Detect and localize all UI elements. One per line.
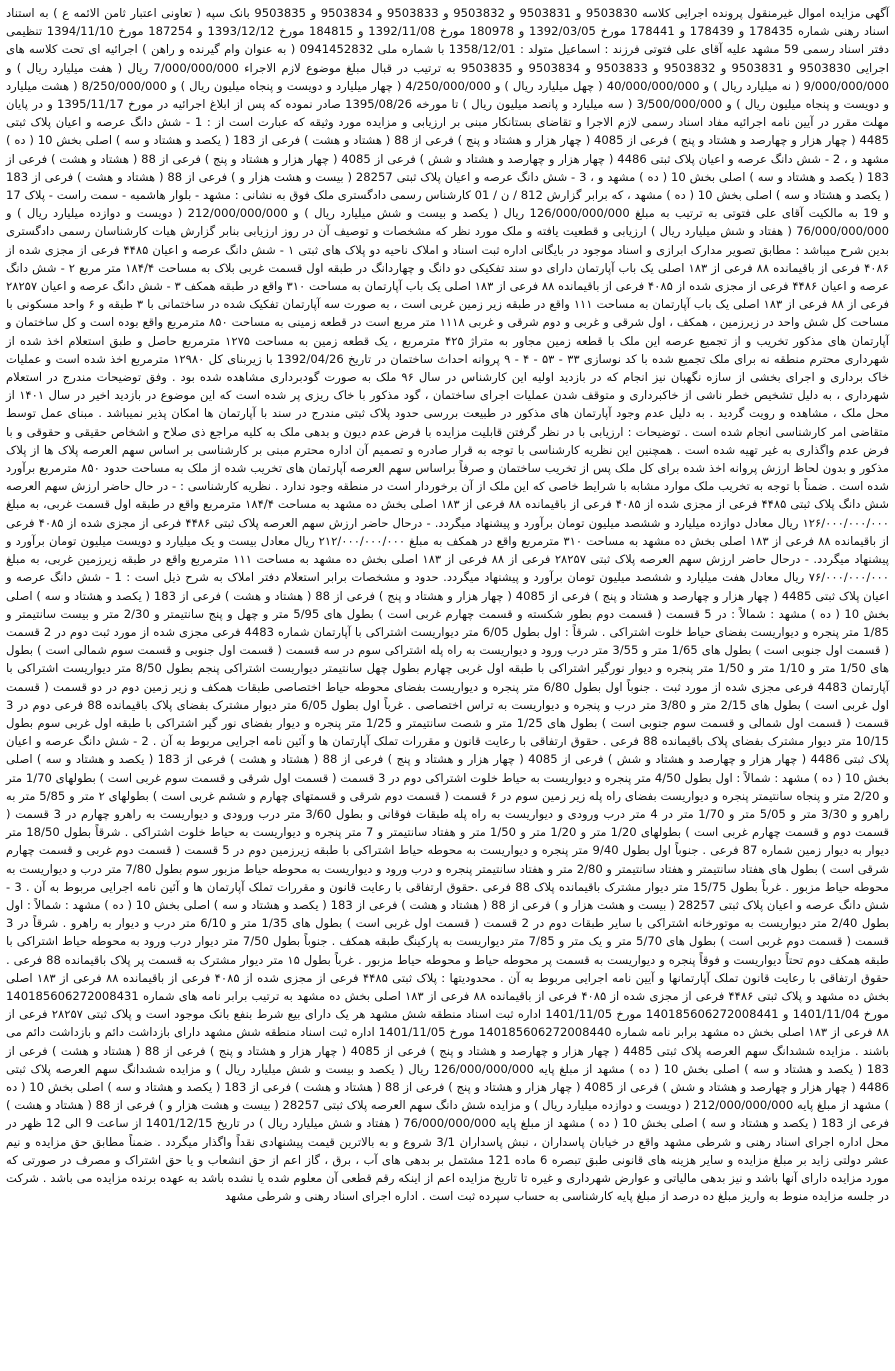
notice-body-text: آگهی مزایده اموال غیرمنقول پرونده اجرایی کلاسه 9503830 و 9503831 و 9503832 و 9503833 و 9503834 و 9503835 بانک سپه ( تعاونی اعتبار ثامن الائمه ع ) به استناد اسناد رهنی شماره 178435 و 178439 و 178441 مورخ 1392/03/05 و 180978 مورخ 1392/11/08 و 184815 مورخ 1393/12/12 و 187254 مورخ 1394/11/10 تنظیمی دفتر اسناد رسمی 59 مشهد علیه آقای علی فتوتی فرزند : اسماعیل متولد : 1358/12/01 با شماره ملی 0941452832 ( به عنوان وام گیرنده و راهن ) اجرائیه ای تحت کلاسه های اجرایی 9503830 و 9503831 و 9503832 و 9503833 و 9503834 و 9503835 به ترتیب در قبال مبلغ موضوع لازم الاجراء 7/000/000/000 ریال ( هفت میلیارد ریال ) و 9/000/000/000 ( نه میلیارد ریال ) و 40/000/000/000 ( چهل میلیارد ریال ) و 4/250/000/000 ( چهار میلیارد و دویست و پنجاه میلیون ریال ) و 8/250/000/000 ( هشت میلیارد و دویست و پنجاه میلیون ریال ) و 3/500/000/000 ( سه میلیارد و پانصد میلیون ریال ) تا مورخه 1395/08/26 صادر نموده که پس از ابلاغ اجرائیه در مورخ 1395/11/17 و در پایان مهلت مقرر در آیین نامه اجرائیه مفاد اسناد رسمی لازم الاجرا و تقاضای بستانکار مبنی بر ارزیابی و مزایده مورد وثیقه که عبارت است از : 1 - شش دانگ عرصه و اعیان پلاک ثبتی 4485 ( چهار هزار و چهارصد و هشتاد و پنج ) فرعی از 4085 ( چهار هزار و هشتاد و پنج ) فرعی از 88 ( هشتاد و هشت ) فرعی از 183 ( یکصد و هشتاد و سه ) اصلی بخش 10 ( ده ) مشهد و ، 2 - شش دانگ عرصه و اعیان پلاک ثبتی 4486 ( چهار هزار و چهارصد و هشتاد و شش ) فرعی از 4085 ( چهار هزار و هشتاد و پنج ) فرعی از 88 ( هشتاد و هشت ) فرعی از 183 ( یکصد و هشتاد و سه ) اصلی بخش 10 ( ده ) مشهد و ، 3 - شش دانگ عرصه و اعیان پلاک ثبتی 28257 ( بیست و هشت هزار و ) فرعی از 88 ( هشتاد و هشت ) فرعی از 183 ( یکصد و هشتاد و سه ) اصلی بخش 10 ( ده ) مشهد ، که برابر گزارش 812 / ن / 01 کارشناس رسمی دادگستری ملک فوق به نشانی : مشهد - بلوار هاشمیه - سمت راست - پلاک 17 و 19 به مالکیت آقای علی فتوتی به ترتیب به مبلغ 126/000/000/000 ریال ( یکصد و بیست و شش میلیارد ریال ) و 212/000/000/000 ( دویست و دوازده میلیارد ریال ) و 76/000/000/000 ( هفتاد و شش میلیارد ریال ) ارزیابی و قطعیت یافته و ملک مورد نظر که مشخصات و توصیف آن در روز ارزیابی بنابر گزارش هیات کارشناسان رسمی دادگستری بدین شرح میباشد : مطابق تصویر مدارک ابرازی و اسناد موجود در بایگانی اداره ثبت اسناد و املاک ناحیه دو پلاک های ثبتی ۱ - شش دانگ عرصه و اعیان ۴۴۸۵ فرعی از مجزی شده از ۴۰۸۶ فرعی از باقیمانده ۸۸ فرعی از ۱۸۳ اصلی یک باب آپارتمان دارای دو سند تفکیکی دو دانگ و چهاردانگ در طبقه اول قسمت غربی بلاک به مساحت ۱۸۴/۴ متر مربع ۲ - شش دانگ عرصه و اعیان ۴۴۸۶ فرعی از مجزی شده از ۴۰۸۵ فرعی از باقیمانده ۸۸ فرعی از ۱۸۳ اصلی یک باب آپارتمان به مساحت ۳۱۰ واقع در طبقه همکف ۳ - شش دانگ عرصه و اعیان ۲۸۲۵۷ فرعی از ۸۸ فرعی از ۱۸۳ اصلی یک باب آپارتمان به مساحت ۱۱۱ واقع در طبقه زیر زمین غربی است ، به صورت سه آپارتمان تفکیک شده در ساختمانی با ۳ طبقه و ۶ واحد مسکونی با مساحت کل شش واحد در زیرزمین ، همکف ، اول شرقی و غربی و دوم شرقی و غربی ۱۱۱۸ متر مربع است در قطعه زمینی به مساحت ۸۵۰ مترمربع واقع بوده است و کل ساختمان و آپارتمان های مذکور تخریب و از تجمیع عرصه این ملک با قطعه زمین مجاور به متراژ ۴۲۵ مترمربع ، یک قطعه زمین به مساحت ۱۲۷۵ مترمربع حاصل و طبق استعلام اخذ شده از شهرداری محترم منطقه نه برای ملک تجمیع شده با کد نوسازی ۳۳ - ۵۳ - ۴ - ۹ پروانه احداث ساختمان در تاریخ 1392/04/26 با زیربنای کل ۱۲۹۸۰ مترمربع اخذ شده است و عملیات خاک برداری و اجرای بخشی از سازه نگهبان نیز انجام که در بازدید اولیه این کارشناس در سال ۹۶ ملک به صورت گودبرداری مشاهده شده بود . وفق توضیحات مندرج در استعلام شهرداری ، به دلیل تشخیص خطر ناشی از خاکبرداری و متوقف شدن عملیات اجرای ساختمان ، گود مذکور با خاک ریزی پر شده است که این موضوع در بازدید اخیر در سال ۱۴۰۱ از محل ملک ، مشاهده و رویت گردید . به دلیل عدم وجود آپارتمان های مذکور در طبیعت بررسی حدود پلاک ثبتی مندرج در سند با آپارتمان ها امکان پذیر نمیباشد . مبنای عمل توسط متقاضی امر کارشناسی انجام شده است . توضیحات : ارزیابی با در نظر گرفتن قابلیت مزایده با فرض عدم دیون و بدهی ملک به کلیه مراجع ذی صلاح و اشخاص حقیقی و حقوقی و با فرض عدم واگذاری به غیر تهیه شده است . همچنین این نظریه کارشناسی با توجه به قرار صادره و تصمیم آن اداره محترم مبنی بر کارشناسی بر اساس سهم العرصه پلاک ها از پلاک مذکور و بدون لحاظ ارزش پروانه اخذ شده برای کل ملک پس از تخریب ساختمان و صرفاً براساس سهم العرصه آپارتمان های تخریب شده از ملک به مساحت حدود ۸۵۰ مترمربع برآورد شده است . ضمناً با توجه به تخریب ملک موارد مشابه با شرایط خاصی که این ملک از آن برخوردار است در منطقه وجود ندارد . نظریه کارشناسی : - در حال حاضر ارزش سهم العرصه شش دانگ پلاک ثبتی ۴۴۸۵ فرعی از مجزی شده از ۴۰۸۵ فرعی از باقیمانده ۸۸ فرعی از ۱۸۳ اصلی بخش ده مشهد به مساحت ۱۸۴/۴ مترمربع واقع در طبقه اول قسمت غربی، به مبلغ ۱۲۶/۰۰۰/۰۰۰/۰۰۰ ریال معادل دوازده میلیارد و ششصد میلیون تومان برآورد و پیشنهاد میگردد. - درحال حاضر ارزش سهم العرصه پلاک ثبتی ۴۴۸۶ فرعی از مجزی شده از ۴۰۸۵ فرعی از باقیمانده ۸۸ فرعی از ۱۸۳ اصلی بخش ده مشهد به مساحت ۳۱۰ مترمربع واقع در همکف به مبلغ ۲۱۲/۰۰۰/۰۰۰/۰۰۰ ریال معادل بیست و یک میلیارد و دویست میلیون تومان برآورد و پیشنهاد میگردد. - درحال حاضر ارزش سهم العرصه پلاک ثبتی ۲۸۲۵۷ فرعی از ۸۸ فرعی از ۱۸۳ اصلی بخش ده مشهد به مساحت ۱۱۱ مترمربع واقع در طبقه زیرزمین غربی، به مبلغ ۷۶/۰۰۰/۰۰۰/۰۰۰ ریال معادل هفت میلیارد و ششصد میلیون تومان برآورد و پیشنهاد میگردد. حدود و مشخصات برابر استعلام دفتر املاک به شرح ذیل است : 1 - شش دانگ عرصه و اعیان پلاک ثبتی 4485 ( چهار هزار و چهارصد و هشتاد و پنج ) فرعی از 4085 ( چهار هزار و هشتاد و پنج ) فرعی از 88 ( هشتاد و هشت ) فرعی از 183 ( یکصد و هشتاد و سه ) اصلی بخش 10 ( ده ) مشهد : شمالاً : در 5 قسمت ( قسمت دوم بطور شکسته و قسمت چهارم غربی است ) بطول های 5/95 متر و چهل و پنج سانتیمتر و 2/30 متر و بیست سانتیمتر و 1/85 متر پنجره و دیواریست بفضای حیاط خلوت اشتراکی . شرقاً : اول بطول 6/05 متر دیواریست اشتراکی با آپارتمان شماره 4483 فرعی مجزی شده از مورد ثبت دوم در 2 قسمت ( قسمت اول جنوبی است ) بطول های 1/65 متر و 3/55 متر درب ورود و دیواریست به راه پله اشتراکی سوم در سه قسمت ( قسمت اول جنوبی و قسمت سوم شمالی است ) بطول های 1/50 متر و 1/10 متر و 1/50 متر پنجره و دیوار نورگیر اشتراکی با طبقه اول غربی چهارم بطول چهل سانتیمتر دیواریست اشتراکی پنجم بطول 8/50 متر دیواریست اشتراکی با آپارتمان 4483 فرعی مجزی شده از مورد ثبت . جنوباً اول بطول 6/80 متر پنجره و دیواریست بفضای محوطه حیاط اختصاصی طبقات همکف و زیر زمین دوم در دو قسمت ( قسمت اول غربی است ) بطول های 2/15 متر و 3/80 متر درب و پنجره و دیواریست به تراس اختصاصی . غرباً اول بطول 6/05 متر دیوار مشترک بفضای پلاک باقیمانده 88 فرعی دوم در 3 قسمت ( قسمت اول شمالی و قسمت سوم جنوبی است ) بطول های 1/25 متر و شصت سانتیمتر و 1/25 متر پنجره و دیوار بفضای نور گیر اشتراکی با طبقه اول غربی سوم بطول 10/15 متر دیوار مشترک بفضای پلاک باقیمانده 88 فرعی . حقوق ارتفاقی با رعایت قانون و مقررات تملک آپارتمان ها و آئین نامه اجرایی مربوط به آن . 2 - شش دانگ عرصه و اعیان پلاک ثبتی 4486 ( چهار هزار و چهارصد و هشتاد و شش ) فرعی از 4085 ( چهار هزار و هشتاد و پنج ) فرعی از 88 ( هشتاد و هشت ) فرعی از 183 ( یکصد و هشتاد و سه ) اصلی بخش 10 ( ده ) مشهد : شمالاً : اول بطول 4/50 متر پنجره و دیواریست به حیاط خلوت اشتراکی دوم در 3 قسمت ( قسمت اول شرقی و قسمت سوم غربی است ) بطولهای 1/70 متر و 2/20 متر و پنجاه سانتیمتر پنجره و دیواریست بفضای راه پله زیر زمین سوم در ۶ قسمت ( قسمت دوم شرقی و قسمتهای چهارم و ششم غربی است ) بطولهای ۲ متر و 5/85 متر به راهرو و 3/30 متر و 5/05 متر و 1/70 متر در 4 متر درب ورودی و دیواریست به راه پله طبقات فوقانی و بطول 3/60 متر درب ورودی و دیواریست به راهرو چهارم در 3 قسمت ( قسمت دوم و قسمت چهارم غربی است ) بطولهای 1/20 متر و 1/20 متر و 1/50 متر و هفتاد سانتیمتر و 7 متر پنجره و دیواریست به حیاط خلوت اشتراکی . شرقاً بطول 18/50 متر دیوار به دیوار زمین شماره 87 فرعی . جنوباً اول بطول 9/40 متر پنجره و دیواریست به محوطه حیاط اشتراکی با طبقه زیرزمین دوم در 5 قسمت ( قسمت دوم غربی و قسمت چهارم شرقی است ) بطول های هفتاد سانتیمتر و هفتاد سانتیمتر و 2/80 متر و هفتاد سانتیمتر پنجره و درب ورود و دیواریست به محوطه حیاط مزبور سوم بطول 7/80 متر درب و دیواریست به محوطه حیاط مزبور . غرباً بطول 15/75 متر دیوار مشترک باقیمانده پلاک 88 فرعی .حقوق ارتفاقی با رعایت قانون و مقررات تملک آپارتمان ها و آئین نامه اجرایی مربوط به آن . 3 - شش دانگ عرصه و اعیان پلاک ثبتی 28257 ( بیست و هشت هزار و ) فرعی از 88 ( هشتاد و هشت ) فرعی از 183 ( یکصد و هشتاد و سه ) اصلی بخش 10 ( ده ) مشهد : شمالاً : اول بطول 2/40 متر دیواریست به موتورخانه اشتراکی با سایر طبقات دوم در 2 قسمت ( قسمت اول غربی است ) بطول های 1/35 متر و 6/10 متر درب و دیوار به راهرو . شرقاً در 3 قسمت ( قسمت دوم غربی است ) بطول های 5/70 متر و یک متر و 7/85 متر دیواریست به پارکینگ طبقه همکف . جنوباً بطول 7/50 متر دیوار درب ورود به محوطه حیاط اشتراکی با طبقه همکف دوم تحتاً دیواریست و فوقاً پنجره و دیواریست به قسمت پر محوطه حیاط و محوطه حیاط مزبور . غرباً بطول ۱۵ متر دیوار مشترک به قسمت پر پلاک باقیمانده 88 فرعی . حقوق ارتفاقی با رعایت قانون تملک آپارتمانها و آیین نامه اجرایی مربوط به آن . محدودیتها : پلاک ثبتی ۴۴۸۵ فرعی از مجزی شده از ۴۰۸۵ فرعی از باقیمانده ۸۸ فرعی از ۱۸۳ اصلی بخش ده مشهد و پلاک ثبتی ۴۴۸۶ فرعی از مجزی شده از ۴۰۸۵ فرعی از باقیمانده ۸۸ فرعی از ۱۸۳ اصلی بخش ده مشهد به ترتیب برابر نامه های شماره 140185606272008431 مورخ 1401/11/04 و 140185606272008441 مورخ 1401/11/05 اداره ثبت اسناد منطقه شش مشهد هر یک دارای بیع شرط بنفع بانک موجود است و پلاک ثبتی ۲۸۲۵۷ فرعی از ۸۸ فرعی از ۱۸۳ اصلی بخش ده مشهد برابر نامه شماره 140185606272008440 مورخ 1401/11/05 اداره ثبت اسناد منطقه شش مشهد دارای بازداشت دائم و بازداشت دائم می باشند . مزایده ششدانگ سهم العرصه پلاک ثبتی 4485 ( چهار هزار و چهارصد و هشتاد و پنج ) فرعی از 4085 ( چهار هزار و هشتاد و پنج ) فرعی از 88 ( هشتاد و هشت ) فرعی از 183 ( یکصد و هشتاد و سه ) اصلی بخش 10 ( ده ) مشهد از مبلغ پایه 126/000/000/000 ریال ( یکصد و بیست و شش میلیارد ریال ) و مزایده ششدانگ سهم العرصه پلاک ثبتی 4486 ( چهار هزار و چهارصد و هشتاد و شش ) فرعی از 4085 ( چهار هزار و هشتاد و پنج ) فرعی از 88 ( هشتاد و هشت ) فرعی از 183 ( یکصد و هشتاد و سه ) اصلی بخش 10 ( ده ) مشهد از مبلغ پایه 212/000/000/000 ( دویست و دوازده میلیارد ریال ) و مزایده شش دانگ سهم العرصه پلاک ثبتی 28257 ( بیست و هشت هزار و ) فرعی از 88 ( هشتاد و هشت ) فرعی از 183 ( یکصد و هشتاد و سه ) اصلی بخش 10 ( ده ) مشهد از مبلغ پایه 76/000/000/000 ( هفتاد و شش میلیارد ریال ) در تاریخ 1401/12/15 از ساعت 9 الی 12 ظهر در محل اداره اجرای اسناد رهنی و شرطی مشهد واقع در خیابان پاسداران ، نبش پاسداران 3/1 شروع و به بالاترین قیمت پیشنهادی نقداً واگذار میگردد . ضمناً مطابق حق مزایده و نیم عشر دولتی زاید بر مبلغ مزایده و سایر هزینه های قانونی طبق تبصره 6 ماده 121 مشتمل بر بدهی های آب ، برق ، گاز اعم از حق انشعاب و یا حق اشتراک و مصرف در صورتی که مورد مزایده دارای آنها باشد و نیز بدهی مالیاتی و عوارض شهرداری و غیره تا تاریخ مزایده اعم از اینکه رقم قطعی آن معلوم شده یا نشده باشد به عهده برنده مزایده می باشد . شرکت در جلسه مزایده منوط به واریز مبلغ ده درصد از مبلغ پایه کارشناسی به حساب سپرده ثبت است . اداره اجرای اسناد رهنی و شرطی مشهد xyxy=(6,6,890,1204)
